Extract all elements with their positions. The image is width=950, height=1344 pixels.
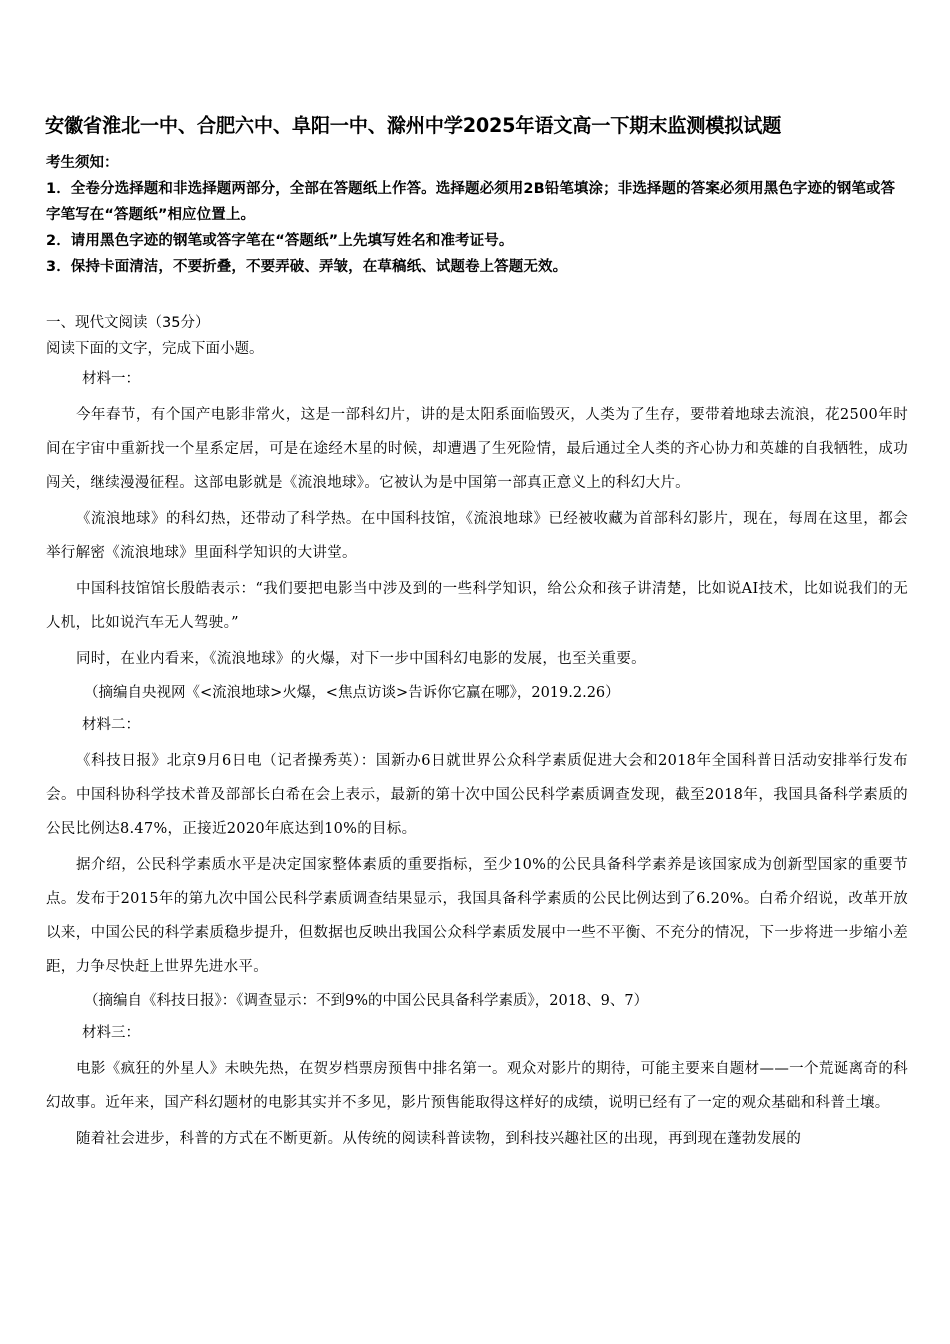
material-1-source: （摘编自央视网《<流浪地球>火爆，<焦点访谈>告诉你它赢在哪》，2019.2.26）: [84, 685, 620, 701]
material-2-label: 材料二：: [82, 717, 140, 733]
material-3-label: 材料三：: [82, 1025, 140, 1041]
exam-title: 安徽省淮北一中、合肥六中、阜阳一中、滁州中学2025年语文高一下期末监测模拟试题: [45, 114, 782, 137]
material-1-paragraph: 《流浪地球》的科幻热，还带动了科学热。在中国科技馆，《流浪地球》已经被收藏为首部科幻影片，现在，每周在这里，都会举行解密《流浪地球》里面科学知识的大讲堂。: [46, 511, 908, 561]
material-2-paragraph: 据介绍，公民科学素质水平是决定国家整体素质的重要指标，至少10%的公民具备科学素养是该国家成为创新型国家的重要节点。发布于2015年的第九次中国公民科学素质调查结果显示，我国具备科学素质的公民比例达到了6.20%。白希介绍说，改革开放以来，中国公民的科学素质稳步提升，但数据也反映出我国公众科学素质发展中一些不平衡、不充分的情况，下一步将进一步缩小差距，力争尽快赶上世界先进水平。: [46, 857, 908, 975]
material-1-paragraph: 今年春节，有个国产电影非常火，这是一部科幻片，讲的是太阳系面临毁灭，人类为了生存，要带着地球去流浪，花2500年时间在宇宙中重新找一个星系定居，可是在途经木星的时候，却遭遇了生死险情，最后通过全人类的齐心协力和英雄的自我牺牲，成功闯关，继续漫漫征程。这部电影就是《流浪地球》。它被认为是中国第一部真正意义上的科幻大片。: [46, 407, 908, 491]
section-heading: 一、现代文阅读（35分）: [46, 315, 210, 331]
exam-page: [46, 112, 908, 1158]
notice-item: 3．保持卡面清洁，不要折叠，不要弄破、弄皱，在草稿纸、试题卷上答题无效。: [46, 259, 568, 275]
material-3-paragraph: 随着社会进步，科普的方式在不断更新。从传统的阅读科普读物，到科技兴趣社区的出现，再到现在蓬勃发展的: [76, 1131, 802, 1147]
section-instruction: 阅读下面的文字，完成下面小题。: [46, 341, 264, 357]
notice-item: 1．全卷分选择题和非选择题两部分，全部在答题纸上作答。选择题必须用2B铅笔填涂；非选择题的答案必须用黑色字迹的钢笔或答字笔写在“答题纸”相应位置上。: [46, 181, 896, 223]
material-1-label: 材料一：: [82, 371, 140, 387]
material-1-paragraph: 中国科技馆馆长殷皓表示：“我们要把电影当中涉及到的一些科学知识，给公众和孩子讲清楚，比如说AI技术，比如说我们的无人机，比如说汽车无人驾驶。”: [46, 581, 908, 631]
notice-heading: 考生须知：: [46, 155, 119, 171]
material-3-paragraph: 电影《疯狂的外星人》未映先热，在贺岁档票房预售中排名第一。观众对影片的期待，可能主要来自题材——一个荒诞离奇的科幻故事。近年来，国产科幻题材的电影其实并不多见，影片预售能取得这样好的成绩，说明已经有了一定的观众基础和科普土壤。: [46, 1061, 908, 1111]
notice-item: 2．请用黑色字迹的钢笔或答字笔在“答题纸”上先填写姓名和准考证号。: [46, 233, 514, 249]
material-1-paragraph: 同时，在业内看来，《流浪地球》的火爆，对下一步中国科幻电影的发展，也至关重要。: [76, 651, 646, 667]
material-2-paragraph: 《科技日报》北京9月6日电（记者操秀英）：国新办6日就世界公众科学素质促进大会和2018年全国科普日活动安排举行发布会。中国科协科学技术普及部部长白希在会上表示，最新的第十次中国公民科学素质调查发现，截至2018年，我国具备科学素质的公民比例达8.47%，正接近2020年底达到10%的目标。: [46, 753, 908, 837]
material-2-source: （摘编自《科技日报》：《调查显示：不到9%的中国公民具备科学素质》，2018、9、7）: [84, 993, 649, 1009]
